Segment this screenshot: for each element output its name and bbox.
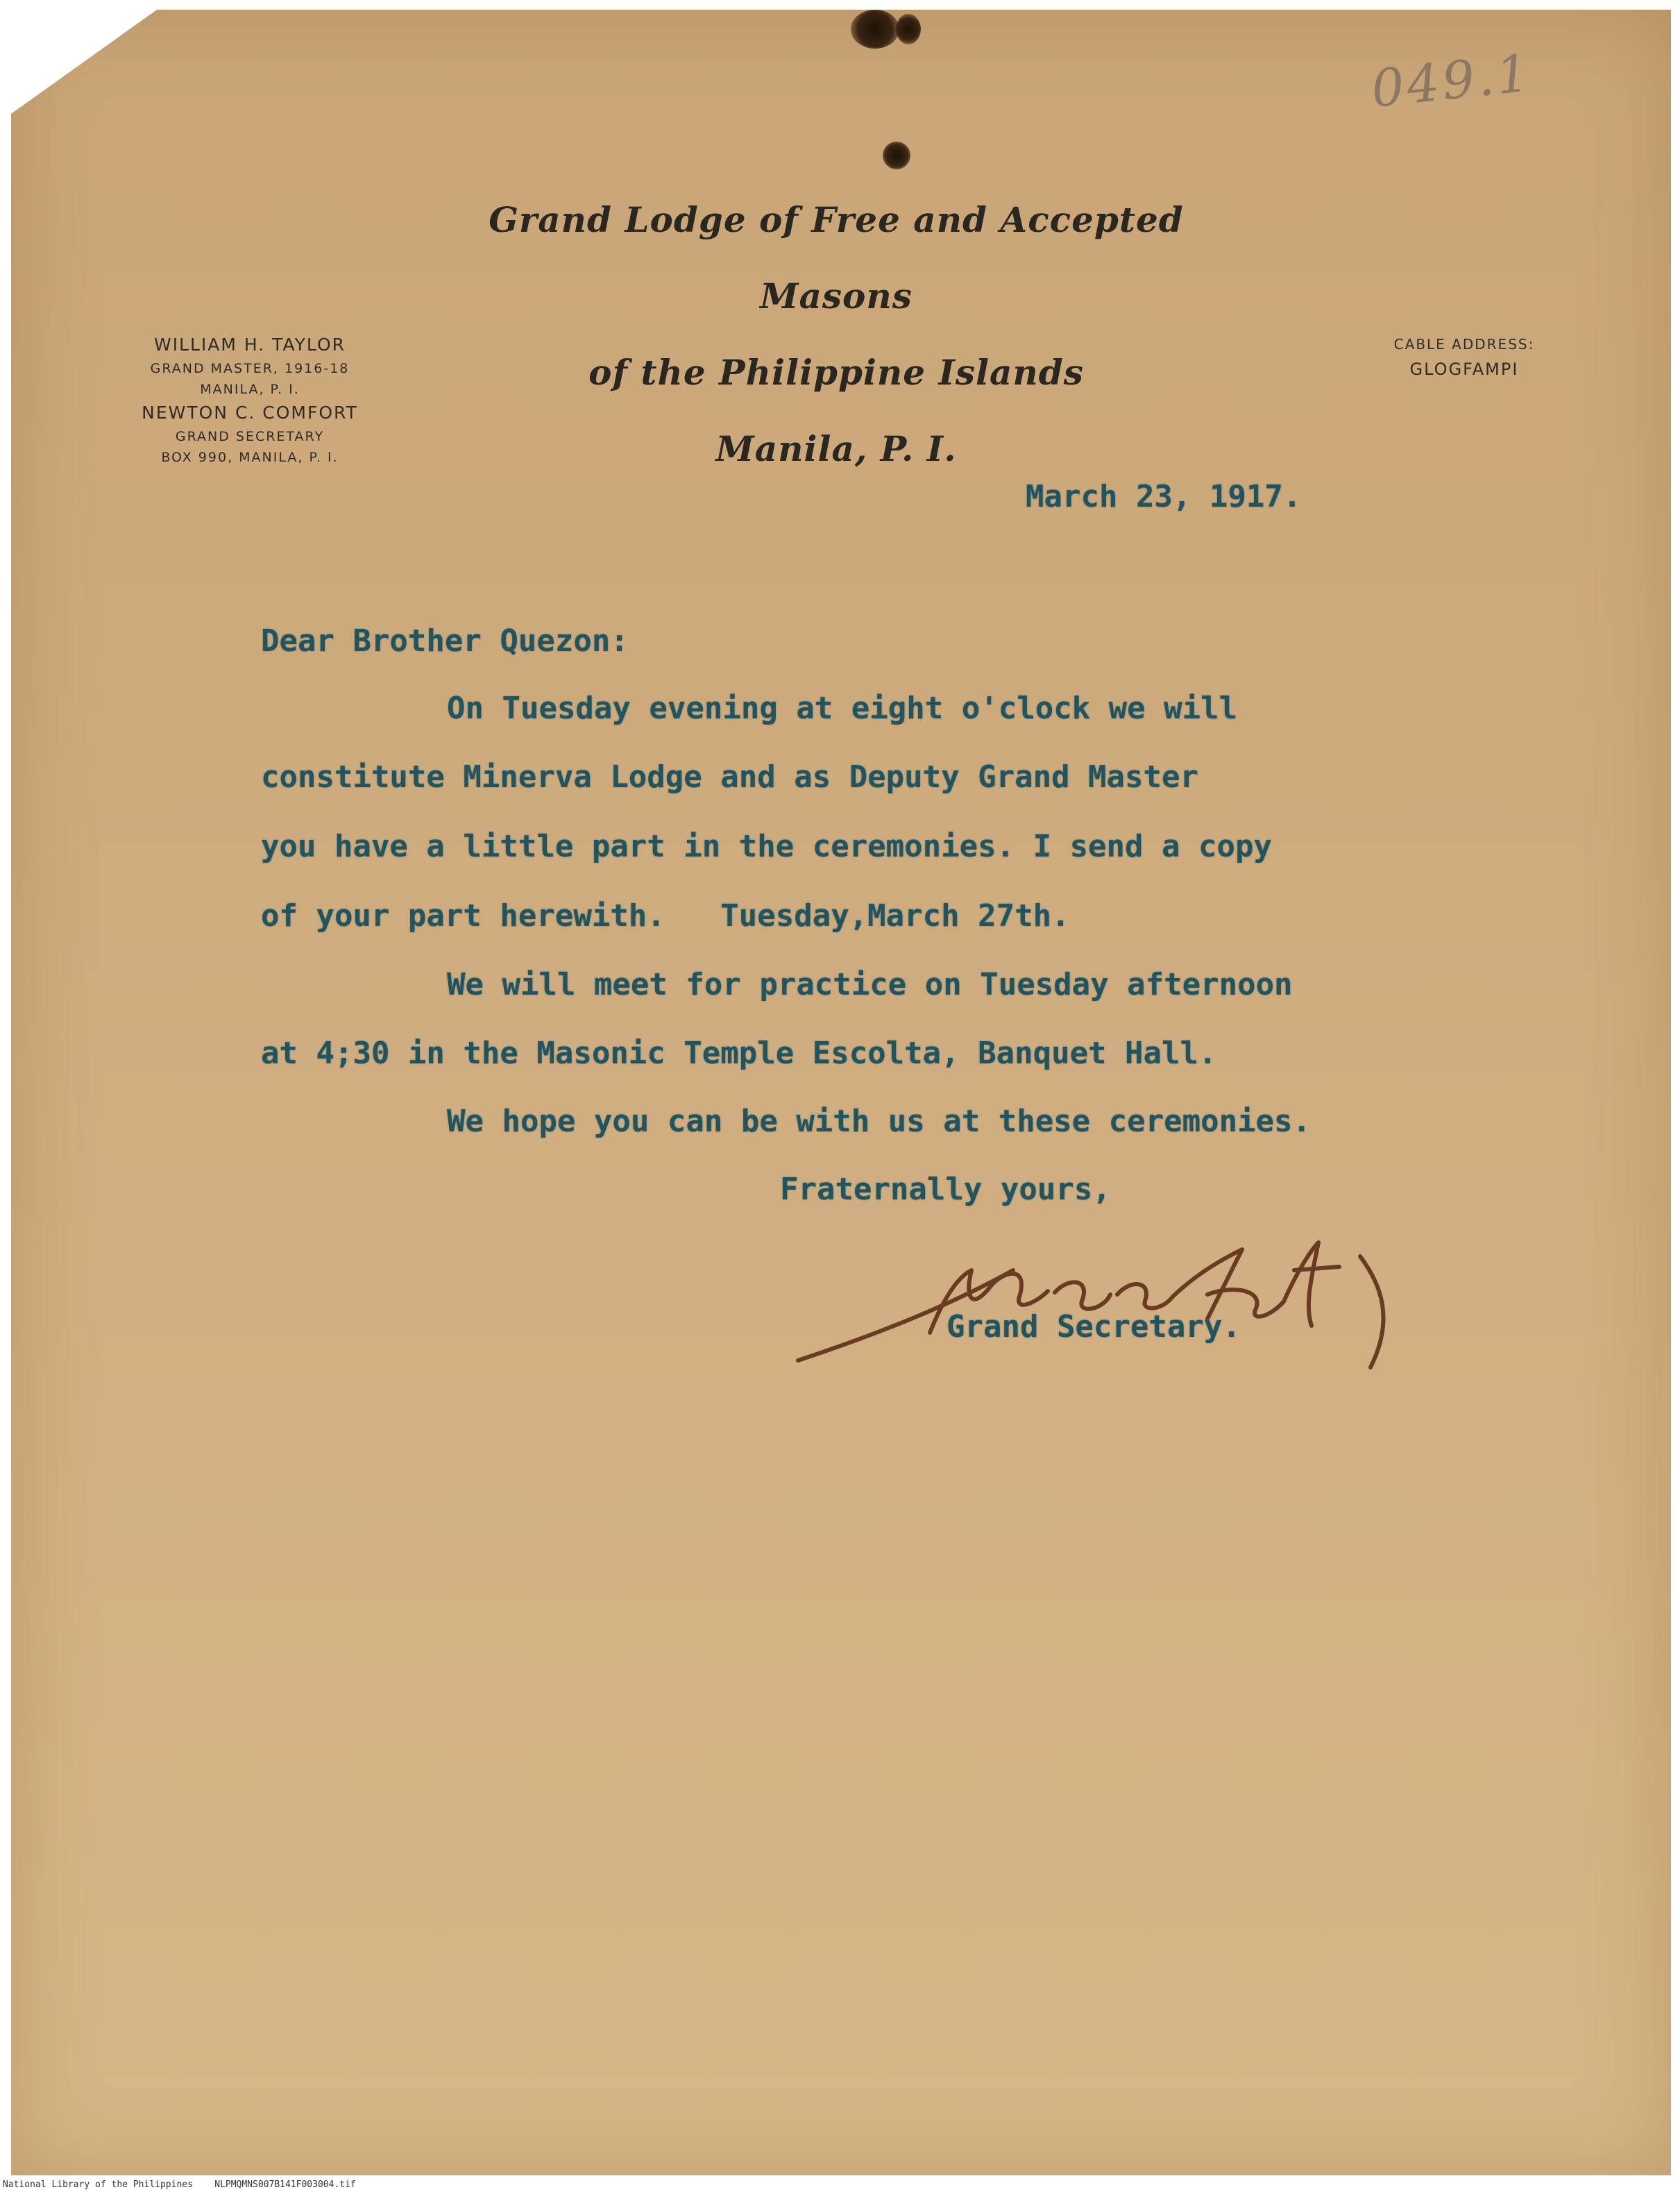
secretary-address: BOX 990, MANILA, P. I. [161,450,339,465]
letter-date: March 23, 1917. [1026,479,1302,514]
paragraph2-line1: We will meet for practice on Tuesday afternoon [447,967,1293,1002]
secretary-title: GRAND SECRETARY [175,429,325,444]
letter-salutation: Dear Brother Quezon: [261,623,629,659]
cable-address-block [1360,332,1568,382]
letterhead-line2: of the Philippine Islands [588,352,1084,393]
paragraph1-line2: constitute Minerva Lodge and as Deputy Grand Master [261,759,1199,795]
grand-master-name: WILLIAM H. TAYLOR [153,335,346,355]
paragraph3-line1: We hope you can be with us at these ceremonies. [447,1104,1312,1139]
cable-address-value: GLOGFAMPI [1409,360,1519,379]
grand-master-title: GRAND MASTER, 1916-18 [150,361,350,376]
paragraph1-line4: of your part herewith. Tuesday,March 27th. [261,898,1070,934]
grand-master-city: MANILA, P. I. [200,382,300,397]
paragraph2-line2: at 4;30 in the Masonic Temple Escolta, Banquet Hall. [261,1036,1217,1071]
letterhead [416,182,1256,487]
letterhead-line3: Manila, P. I. [715,428,957,469]
cable-address-label: CABLE ADDRESS: [1393,336,1535,353]
torn-corner [11,10,157,114]
ink-blot-mid [883,142,910,169]
officers-block [104,332,396,468]
footer-library: National Library of the Philippines [3,2180,193,2190]
footer-file-id: NLPMQMNS007B141F003004.tif [214,2180,356,2190]
ink-blot-top [851,10,899,49]
letter-closing: Fraternally yours, [780,1172,1111,1207]
paragraph1-line1: On Tuesday evening at eight o'clock we will [447,691,1238,726]
archive-footer [3,2180,356,2190]
archive-number: 049.1 [1368,43,1535,119]
letterhead-line1: Grand Lodge of Free and Accepted Masons [489,199,1184,317]
secretary-name: NEWTON C. COMFORT [142,403,358,423]
paragraph1-line3: you have a little part in the ceremonies. I send a copy [261,829,1272,864]
ink-blot-top-right [896,14,921,44]
signer-title: Grand Secretary. [947,1309,1241,1344]
